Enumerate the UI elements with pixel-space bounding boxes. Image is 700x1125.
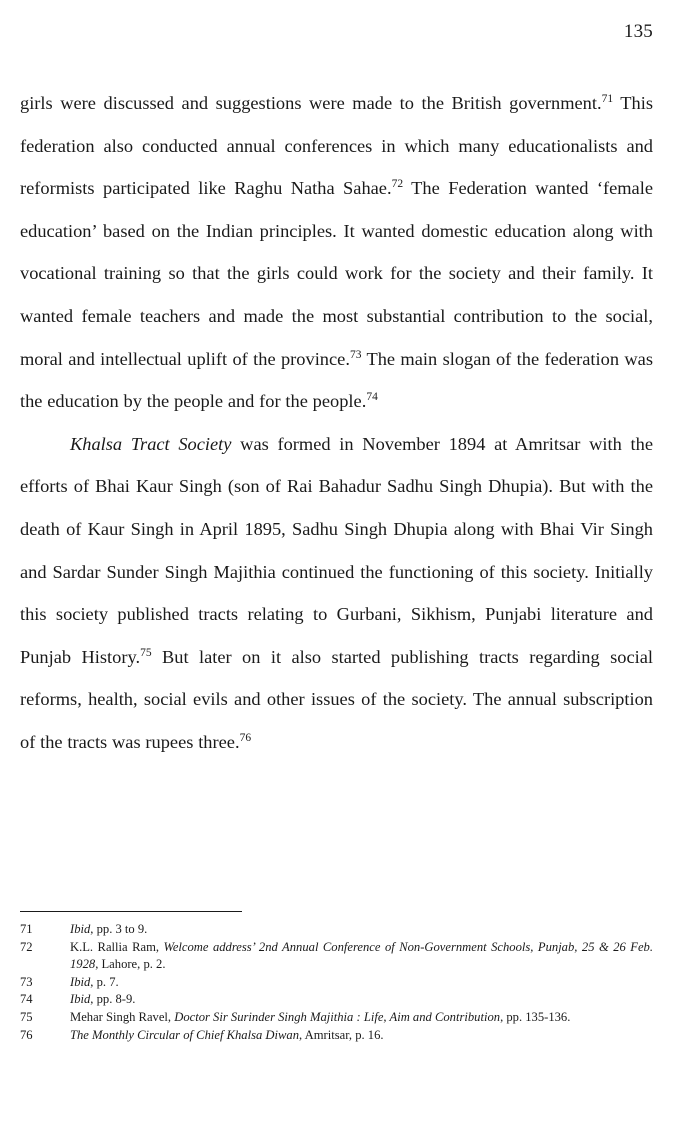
body-paragraph [20, 423, 653, 764]
footnote-text [70, 921, 653, 939]
italic-text: Ibid [70, 974, 91, 989]
text-run: , Lahore, p. 2. [95, 957, 166, 972]
body-text-area [20, 82, 653, 764]
text-run: Mehar Singh Ravel, [70, 1009, 175, 1024]
text-run: , pp. 3 to 9. [90, 922, 148, 936]
footnote-separator-rule [20, 911, 242, 912]
text-run: But later on it also started publishing tracts regarding social reforms, health, social evils and other issues of the society. The annual subscription of the tracts was rupees three. [20, 646, 653, 752]
text-run: was formed in November 1894 at Amritsar with the efforts of Bhai Kaur Singh (son of Rai Bahadur Sadhu Singh Dhupia). But with the death of Kaur Singh in April 1895, Sadhu Singh Dhupia along with Bhai Vir Singh and Sardar Sunder Singh Majithia continued the functioning of this society. Initially this society published tracts relating to Gurbani, Sikhism, Punjabi literature and Punjab History. [20, 433, 653, 667]
italic-text: Ibid [70, 922, 91, 936]
text-run: The main slogan of the federation was the education by the people and for the people. [20, 348, 653, 412]
footnote-text [70, 1027, 653, 1045]
footnote-number: 71 [20, 922, 33, 936]
text-run: , Amritsar, p. 16. [299, 1027, 384, 1042]
footnote-number: 75 [20, 1009, 33, 1024]
footnote-list [20, 921, 653, 1044]
footnote-number: 74 [20, 992, 33, 1007]
body-paragraph [20, 82, 653, 423]
italic-text: Ibid [70, 992, 91, 1007]
text-run: , pp. 8-9. [90, 992, 136, 1007]
italic-text: Khalsa Tract Society [70, 433, 232, 454]
italic-text: Doctor Sir Surinder Singh Majithia : Life, Aim and Contribution [174, 1009, 501, 1024]
text-run: , pp. 135-136. [500, 1009, 571, 1024]
italic-text: Welcome address’ 2nd Annual Conference of Non-Government Schools, Punjab, 25 & 26 Feb. 1928 [70, 939, 653, 972]
footnote-marker[interactable]: 74 [366, 391, 378, 404]
footnote-text [70, 974, 653, 992]
footnote-marker[interactable]: 71 [601, 92, 614, 105]
footnote-item [20, 1009, 653, 1027]
footnote-marker[interactable]: 72 [391, 178, 404, 191]
footnote-text [70, 939, 653, 974]
footnote-text [70, 1009, 653, 1027]
text-run: , p. 7. [90, 974, 119, 989]
footnote-item [20, 991, 653, 1009]
footnote-marker[interactable]: 76 [239, 731, 252, 744]
text-run: K.L. Rallia Ram, [70, 939, 164, 954]
text-run: girls were discussed and suggestions were made to the British government. [20, 93, 602, 113]
footnote-item [20, 1027, 653, 1045]
footnote-marker[interactable]: 75 [140, 646, 152, 659]
text-run: This federation also conducted annual conferences in which many educationalists and reformists participated like Raghu Natha Sahae. [20, 93, 653, 199]
text-run: The Federation wanted ‘female education’ based on the Indian principles. It wanted domestic education along with vocational training so that the girls could work for the society and their family. It wanted female teachers and made the most substantial contribution to the social, moral and intellectual uplift of the province. [20, 178, 653, 369]
italic-text: The Monthly Circular of Chief Khalsa Diwan [70, 1027, 300, 1042]
footnote-item [20, 974, 653, 992]
footnote-item [20, 921, 653, 939]
footnote-number: 73 [20, 974, 33, 989]
footnote-text [70, 991, 653, 1009]
footnote-item [20, 939, 653, 974]
page-number: 135 [623, 21, 653, 42]
footnote-marker[interactable]: 73 [349, 348, 362, 361]
footnote-number: 72 [20, 939, 33, 954]
footnote-number: 76 [20, 1027, 33, 1042]
